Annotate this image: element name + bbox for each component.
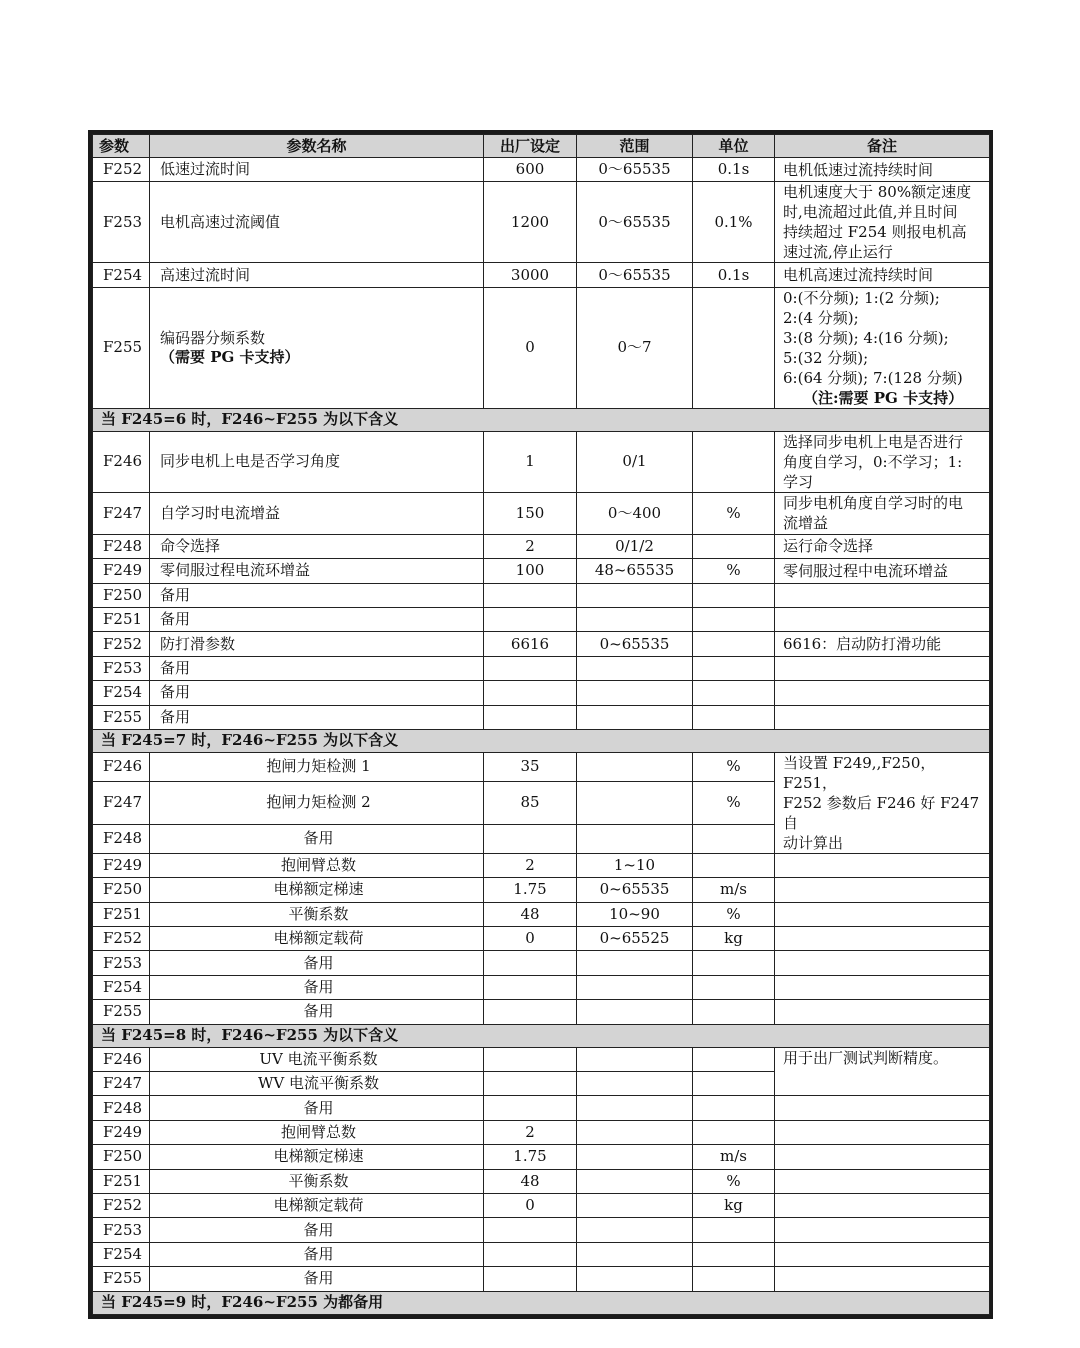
- factory-default: 150: [484, 492, 577, 534]
- factory-default: 600: [484, 158, 577, 182]
- param-unit: [693, 632, 775, 656]
- param-name: 备用: [150, 951, 484, 975]
- factory-default: [484, 1047, 577, 1071]
- param-unit: %: [693, 752, 775, 781]
- note-cell: [775, 951, 990, 975]
- note-cell: [775, 752, 990, 853]
- header-range: 范围: [577, 135, 693, 158]
- param-unit: [693, 1242, 775, 1266]
- table-row: [93, 1047, 990, 1071]
- param-name: 电梯额定梯速: [150, 1145, 484, 1169]
- param-name: 备用: [150, 824, 484, 853]
- factory-default: 1: [484, 431, 577, 492]
- table-row: [93, 263, 990, 287]
- param-range: 0～65535: [577, 158, 693, 182]
- factory-default: [484, 975, 577, 999]
- factory-default: 2: [484, 853, 577, 877]
- param-name-main: 编码器分频系数: [160, 328, 266, 347]
- parameter-table-frame: [88, 130, 993, 1319]
- table-row: [93, 705, 990, 729]
- param-unit: 0.1s: [693, 263, 775, 287]
- param-range: 0～7: [577, 287, 693, 408]
- header-code: 参数: [93, 135, 150, 158]
- table-row: [93, 1096, 990, 1120]
- note-cell: [775, 1145, 990, 1169]
- param-unit: [693, 1096, 775, 1120]
- param-code: F246: [93, 431, 150, 492]
- param-code: F250: [93, 583, 150, 607]
- param-range: 0~65535: [577, 878, 693, 902]
- note-line: 6616：启动防打滑功能: [783, 635, 942, 654]
- factory-default: [484, 607, 577, 631]
- factory-default: 1.75: [484, 1145, 577, 1169]
- param-unit: %: [693, 492, 775, 534]
- note-line: 同步电机角度自学习时的电: [783, 494, 964, 513]
- param-name: 备用: [150, 656, 484, 680]
- header-note: 备注: [775, 135, 990, 158]
- note-bold: （注:需要 PG 卡支持）: [803, 388, 964, 407]
- param-range: 10~90: [577, 902, 693, 926]
- factory-default: 3000: [484, 263, 577, 287]
- param-range: 0～400: [577, 492, 693, 534]
- param-unit: [693, 975, 775, 999]
- table-row: [93, 853, 990, 877]
- table-row: [93, 927, 990, 951]
- param-unit: [693, 824, 775, 853]
- note-line: 3:(8 分频); 4:(16 分频);: [783, 328, 949, 347]
- param-code: F247: [93, 492, 150, 534]
- param-range: [577, 781, 693, 824]
- param-range: [577, 705, 693, 729]
- param-name: 抱闸臂总数: [150, 1120, 484, 1144]
- param-code: F255: [93, 1267, 150, 1291]
- param-code: F250: [93, 1145, 150, 1169]
- param-unit: [693, 1120, 775, 1144]
- table-row: [93, 607, 990, 631]
- param-name: 防打滑参数: [150, 632, 484, 656]
- param-code: F248: [93, 824, 150, 853]
- note-cell: [775, 656, 990, 680]
- param-range: [577, 656, 693, 680]
- factory-default: 35: [484, 752, 577, 781]
- param-code: F255: [93, 1000, 150, 1024]
- param-name: 电梯额定载荷: [150, 927, 484, 951]
- param-unit: %: [693, 1169, 775, 1193]
- param-unit: kg: [693, 1193, 775, 1217]
- note-cell: [775, 1047, 990, 1096]
- note-cell: [775, 878, 990, 902]
- table-header-row: [93, 135, 990, 158]
- param-name: 备用: [150, 583, 484, 607]
- note-line: 0:(不分频); 1:(2 分频);: [783, 288, 940, 307]
- note-cell: [775, 705, 990, 729]
- param-name: 同步电机上电是否学习角度: [150, 431, 484, 492]
- factory-default: 6616: [484, 632, 577, 656]
- param-name: 抱闸力矩检测 1: [150, 752, 484, 781]
- section-row: [93, 408, 990, 431]
- param-name-note: （需要 PG 卡支持）: [160, 347, 300, 366]
- param-code: F252: [93, 632, 150, 656]
- table-row: [93, 287, 990, 408]
- factory-default: 100: [484, 559, 577, 583]
- param-name: 高速过流时间: [150, 263, 484, 287]
- note-line: 速过流,停止运行: [783, 243, 893, 262]
- param-range: 0～65535: [577, 263, 693, 287]
- note-cell: [775, 902, 990, 926]
- param-code: F249: [93, 1120, 150, 1144]
- param-range: [577, 1047, 693, 1071]
- param-range: [577, 1169, 693, 1193]
- note-cell: [775, 431, 990, 492]
- note-cell: [775, 287, 990, 408]
- note-line: 运行命令选择: [783, 537, 874, 556]
- note-cell: [775, 1120, 990, 1144]
- param-name: 命令选择: [150, 534, 484, 558]
- section-row: [93, 1024, 990, 1047]
- factory-default: 0: [484, 1193, 577, 1217]
- factory-default: [484, 824, 577, 853]
- table-row: [93, 1145, 990, 1169]
- note-cell: [775, 1193, 990, 1217]
- param-range: 0/1: [577, 431, 693, 492]
- param-unit: [693, 1267, 775, 1291]
- table-row: [93, 182, 990, 263]
- header-name: 参数名称: [150, 135, 484, 158]
- param-range: [577, 583, 693, 607]
- section-title: 当 F245=6 时，F246~F255 为以下含义: [93, 408, 990, 431]
- param-name: WV 电流平衡系数: [150, 1072, 484, 1096]
- param-code: F249: [93, 559, 150, 583]
- note-cell: [775, 607, 990, 631]
- note-line: F252 参数后 F246 好 F247 自: [783, 793, 980, 832]
- param-unit: 0.1s: [693, 158, 775, 182]
- note-line: 零伺服过程中电流环增益: [783, 561, 949, 580]
- note-cell: [775, 1267, 990, 1291]
- section-row: [93, 1291, 990, 1314]
- param-unit: [693, 607, 775, 631]
- param-name: 零伺服过程电流环增益: [150, 559, 484, 583]
- factory-default: [484, 583, 577, 607]
- param-name: UV 电流平衡系数: [150, 1047, 484, 1071]
- factory-default: 2: [484, 534, 577, 558]
- table-row: [93, 656, 990, 680]
- param-name: 电梯额定载荷: [150, 1193, 484, 1217]
- note-line: 时,电流超过此值,并且时间: [783, 203, 958, 222]
- note-line: 持续超过 F254 则报电机高: [783, 223, 967, 242]
- param-unit: m/s: [693, 878, 775, 902]
- note-line: 6:(64 分频); 7:(128 分频): [783, 368, 963, 387]
- param-range: [577, 1193, 693, 1217]
- note-line: 动计算出: [783, 833, 844, 852]
- factory-default: 0: [484, 927, 577, 951]
- param-code: F252: [93, 158, 150, 182]
- param-unit: kg: [693, 927, 775, 951]
- table-row: [93, 1120, 990, 1144]
- param-code: F254: [93, 1242, 150, 1266]
- note-cell: [775, 158, 990, 182]
- param-name: 电梯额定梯速: [150, 878, 484, 902]
- param-unit: 0.1%: [693, 182, 775, 263]
- factory-default: 48: [484, 1169, 577, 1193]
- param-name: 自学习时电流增益: [150, 492, 484, 534]
- param-name: 抱闸臂总数: [150, 853, 484, 877]
- table-row: [93, 1267, 990, 1291]
- param-range: [577, 681, 693, 705]
- note-line: 角度自学习，0:不学习；1:: [783, 452, 963, 471]
- note-line: 2:(4 分频);: [783, 308, 859, 327]
- param-unit: %: [693, 902, 775, 926]
- factory-default: [484, 656, 577, 680]
- param-range: [577, 1145, 693, 1169]
- param-unit: [693, 853, 775, 877]
- table-row: [93, 1193, 990, 1217]
- param-unit: [693, 951, 775, 975]
- param-name: 平衡系数: [150, 1169, 484, 1193]
- param-code: F254: [93, 681, 150, 705]
- factory-default: 85: [484, 781, 577, 824]
- param-code: F247: [93, 781, 150, 824]
- param-code: F254: [93, 975, 150, 999]
- table-row: [93, 681, 990, 705]
- note-cell: [775, 927, 990, 951]
- factory-default: 48: [484, 902, 577, 926]
- param-range: [577, 1072, 693, 1096]
- param-range: [577, 607, 693, 631]
- param-name: 抱闸力矩检测 2: [150, 781, 484, 824]
- table-body: [93, 158, 990, 1315]
- table-row: [93, 492, 990, 534]
- factory-default: [484, 951, 577, 975]
- param-range: 0~65535: [577, 632, 693, 656]
- param-name: [150, 287, 484, 408]
- table-row: [93, 431, 990, 492]
- param-unit: [693, 705, 775, 729]
- param-unit: %: [693, 781, 775, 824]
- table-row: [93, 158, 990, 182]
- param-range: [577, 1267, 693, 1291]
- param-range: [577, 1120, 693, 1144]
- table-row: [93, 902, 990, 926]
- param-name: 低速过流时间: [150, 158, 484, 182]
- param-code: F253: [93, 182, 150, 263]
- factory-default: 1.75: [484, 878, 577, 902]
- note-cell: [775, 263, 990, 287]
- param-code: F249: [93, 853, 150, 877]
- note-cell: [775, 1096, 990, 1120]
- param-unit: %: [693, 559, 775, 583]
- param-unit: [693, 583, 775, 607]
- factory-default: [484, 1000, 577, 1024]
- param-unit: [693, 287, 775, 408]
- table-row: [93, 752, 990, 781]
- param-code: F246: [93, 1047, 150, 1071]
- param-unit: [693, 1072, 775, 1096]
- param-code: F251: [93, 1169, 150, 1193]
- factory-default: [484, 681, 577, 705]
- factory-default: 0: [484, 287, 577, 408]
- param-unit: [693, 1000, 775, 1024]
- param-range: [577, 975, 693, 999]
- param-unit: m/s: [693, 1145, 775, 1169]
- note-line: 5:(32 分频);: [783, 348, 869, 367]
- note-line: 选择同步电机上电是否进行: [783, 432, 964, 451]
- param-name: 备用: [150, 705, 484, 729]
- note-cell: [775, 182, 990, 263]
- param-unit: [693, 656, 775, 680]
- param-name: 电机高速过流阈值: [150, 182, 484, 263]
- table-row: [93, 951, 990, 975]
- param-unit: [693, 1047, 775, 1071]
- table-row: [93, 632, 990, 656]
- table-row: [93, 1218, 990, 1242]
- note-line: 流增益: [783, 514, 829, 533]
- param-unit: [693, 681, 775, 705]
- section-title: 当 F245=9 时，F246~F255 为都备用: [93, 1291, 990, 1314]
- param-code: F253: [93, 1218, 150, 1242]
- note-cell: [775, 1169, 990, 1193]
- note-cell: [775, 632, 990, 656]
- param-code: F254: [93, 263, 150, 287]
- param-range: [577, 824, 693, 853]
- note-cell: [775, 681, 990, 705]
- param-range: [577, 951, 693, 975]
- param-code: F252: [93, 927, 150, 951]
- note-cell: [775, 583, 990, 607]
- section-title: 当 F245=7 时，F246~F255 为以下含义: [93, 729, 990, 752]
- param-name: 备用: [150, 1267, 484, 1291]
- param-code: F253: [93, 951, 150, 975]
- table-row: [93, 878, 990, 902]
- header-default: 出厂设定: [484, 135, 577, 158]
- param-range: [577, 1242, 693, 1266]
- note-cell: [775, 534, 990, 558]
- param-code: F247: [93, 1072, 150, 1096]
- param-range: [577, 1096, 693, 1120]
- param-name: 备用: [150, 1096, 484, 1120]
- param-code: F252: [93, 1193, 150, 1217]
- note-cell: [775, 853, 990, 877]
- note-cell: [775, 975, 990, 999]
- param-name: 备用: [150, 1000, 484, 1024]
- note-line: 当设置 F249,,F250，F251，: [783, 753, 936, 792]
- note-cell: [775, 1000, 990, 1024]
- param-range: 48~65535: [577, 559, 693, 583]
- param-unit: [693, 534, 775, 558]
- param-code: F246: [93, 752, 150, 781]
- factory-default: [484, 1242, 577, 1266]
- param-range: [577, 1218, 693, 1242]
- note-cell: [775, 1218, 990, 1242]
- param-range: 1~10: [577, 853, 693, 877]
- param-unit: [693, 1218, 775, 1242]
- table-row: [93, 975, 990, 999]
- param-code: F251: [93, 902, 150, 926]
- param-range: 0~65525: [577, 927, 693, 951]
- factory-default: 2: [484, 1120, 577, 1144]
- table-row: [93, 534, 990, 558]
- table-row: [93, 559, 990, 583]
- param-range: [577, 752, 693, 781]
- param-name: 备用: [150, 1242, 484, 1266]
- note-line: 电机高速过流持续时间: [783, 266, 934, 285]
- note-line: 学习: [783, 472, 814, 491]
- note-cell: [775, 1242, 990, 1266]
- param-code: F255: [93, 705, 150, 729]
- factory-default: [484, 1096, 577, 1120]
- table-row: [93, 583, 990, 607]
- note-cell: [775, 559, 990, 583]
- section-row: [93, 729, 990, 752]
- param-range: [577, 1000, 693, 1024]
- table-row: [93, 1242, 990, 1266]
- param-unit: [693, 431, 775, 492]
- param-name: 平衡系数: [150, 902, 484, 926]
- note-line: 电机低速过流持续时间: [783, 160, 934, 179]
- param-range: 0～65535: [577, 182, 693, 263]
- factory-default: [484, 1218, 577, 1242]
- param-code: F250: [93, 878, 150, 902]
- note-cell: [775, 492, 990, 534]
- factory-default: [484, 1072, 577, 1096]
- param-code: F248: [93, 1096, 150, 1120]
- param-range: 0/1/2: [577, 534, 693, 558]
- param-code: F255: [93, 287, 150, 408]
- param-name: 备用: [150, 607, 484, 631]
- factory-default: [484, 1267, 577, 1291]
- param-name: 备用: [150, 975, 484, 999]
- note-line: 电机速度大于 80%额定速度: [783, 183, 972, 202]
- param-name: 备用: [150, 1218, 484, 1242]
- param-code: F251: [93, 607, 150, 631]
- section-title: 当 F245=8 时，F246~F255 为以下含义: [93, 1024, 990, 1047]
- param-code: F248: [93, 534, 150, 558]
- factory-default: [484, 705, 577, 729]
- note-line: 用于出厂测试判断精度。: [783, 1048, 949, 1067]
- table-row: [93, 1169, 990, 1193]
- table-row: [93, 1000, 990, 1024]
- param-code: F253: [93, 656, 150, 680]
- factory-default: 1200: [484, 182, 577, 263]
- param-name: 备用: [150, 681, 484, 705]
- header-unit: 单位: [693, 135, 775, 158]
- parameter-table: [92, 134, 990, 1315]
